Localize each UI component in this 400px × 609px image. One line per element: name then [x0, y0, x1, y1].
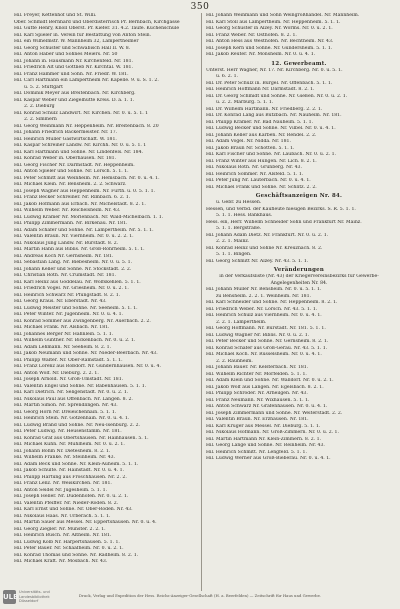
- text-line: Hil. Franz Winter aus Hungen. Nr. Lich. 8. 2. 1.: [206, 158, 317, 164]
- section-gewerbeamt-entries: [206, 68, 392, 192]
- text-line: Hil. Anton Schwarz Nr. Gräfenhausen. Nr. 0. u. 4. 1.: [206, 404, 328, 409]
- text-line: Hil. Franz Lorenz aus Roßdorf. Nr. Gundernhausen. Nr. 0. u. 4.: [14, 364, 161, 369]
- text-line: Hil. Dr. Peter Schulz in. Bürgel. Nr. Offenbach. 5. 1. 1.: [206, 80, 333, 86]
- text-line: u. 2. 2. Marburg. 5. 1. 1.: [216, 100, 274, 105]
- text-line: 2. 2. 1. Lampertheim.: [216, 319, 267, 325]
- text-line: Hil. Ludwig Becker und Söhne. Nr. Vilbel. Nr. 0. u. 4. 1.: [206, 126, 336, 131]
- text-line: Hil. Kaspar Weber und Ziegelhütte Kreis. D. a. 1. 1.: [14, 97, 135, 103]
- text-line: Hil. Adam Vogel. Nr. Nidda. Nr. 181.: [206, 139, 291, 144]
- text-line: Hil. Heinrich Schwarz Nr. Pfungstadt. 8. 2. 1.: [14, 292, 121, 298]
- text-line: Hil. Anton Spieler und Söhne. Nr. Lorsch. 5. 1. 1.: [14, 169, 129, 174]
- text-line: Hil. Karl Heinz aus Goddelau. Nr. Wolfskehlen. 5. 1. 1.: [14, 279, 141, 285]
- section-heading-gewerbeamt: 12. Gewerbeamt.: [271, 60, 327, 67]
- text-line: Hil. Nikolaus Hofmann. Nr. Groß-Zimmern. Nr. 0. u. 2. 1.: [206, 430, 339, 435]
- section-heading-veraenderungen: Veränderungen: [273, 267, 325, 273]
- text-line: Hess. ein, Herr. Wilhelm Schneider Sohn und Frankfurt Nr. Mainz.: [206, 219, 362, 225]
- text-line: Hil. Georg Weinmann Nr. Heppenheim. Nr. Breitenbach. 8. 20: [14, 123, 159, 129]
- text-line: Hil. Peter Schmitt aus Weinheim. Nr. Hemsbach. Nr. 0. u. 4. 1.: [14, 175, 160, 181]
- text-line: Hil. Ludwig Krämer Nr. Mörlenbach. Nr. Wald-Michelbach. 1. 1.: [14, 214, 164, 220]
- section-veraenderungen-entries: [206, 287, 392, 463]
- text-line: Hil. Peter Becker und Söhne. Nr. Gernsheim. 8. 2. 1.: [206, 339, 329, 344]
- text-line: Hil. Joseph Heller. Nr. Dudenhofen. Nr. 0. u. 2. 1.: [14, 494, 129, 499]
- text-line: Hil. Georg Ziegler. Nr. Münster. 2. 2. 1.: [14, 526, 106, 532]
- text-line: Hil. Joseph Zimmermann und Söhne. Nr. Weiterstadt. 2. 2.: [206, 410, 343, 416]
- text-line: Hil. Karl Dietrich. Nr. Seligenstadt. Nr. 0. u. 2. 1.: [14, 390, 129, 395]
- text-line: Hil. Johann Friedrich Bäckermeister. Nr. 17.: [14, 130, 118, 135]
- text-line: Hil. Valentin Engel und Söhne. Nr. Babenhausen. 5. 1. 1.: [14, 383, 147, 389]
- text-line: Hil. Martin Hartmann Nr. Klein-Zimmern. 8. 2. 1.: [206, 436, 321, 442]
- text-line: Hil. Friedrich Weber. Nr. Lorsch. Nr. 43. 5. 1. 1.: [206, 306, 318, 312]
- text-line: Hil. Karl Spieler in. Verein für Bestattung von Anton Stein.: [14, 32, 152, 38]
- text-line: Hil. Dr. Georg Schmidt und Söhne. Nr. Gießen. Nr. 0. u. 2. 1.: [206, 93, 348, 99]
- text-line: Hil. Jakob Neumann und Söhne. Nr. Nieder-Beerbach. Nr. 43.: [14, 351, 158, 356]
- text-line: Hil. Karl Hartmann und Söhne. Nr. Lindenfels. Nr. 184.: [14, 149, 143, 155]
- text-line: Hil. Peter Winter. Nr. Jugenheim. Nr. 0. u. 4. 1.: [14, 312, 123, 317]
- text-line: Hil. Jakob Wolf aus Langen. Nr. Egelsbach. 8. 2. 1.: [206, 384, 324, 390]
- library-logo-line2: Landesbibliothek Düsseldorf: [19, 594, 50, 604]
- library-logo: [3, 586, 65, 608]
- library-logo-text: [19, 590, 65, 604]
- text-line: Hil. Johann Keller und Söhne. Nr. Stockstadt. 2. 2.: [14, 266, 132, 272]
- right-column-top-entries: [206, 13, 392, 59]
- text-line: Hil. Franz Hammer und Sohn. Nr. Friedr. W. 181.: [14, 71, 129, 77]
- text-line: Hil. Adam Beck und Söhne. Nr. Klein-Auheim. 5. 1. 1.: [14, 461, 139, 467]
- text-line: Hil. Karl Fischer und Söhne. Nr. Laubach. Nr. 0. u. 2. 1.: [206, 152, 336, 157]
- library-logo-line1: Universitäts- und: [19, 590, 50, 595]
- text-line: Hil. Dr. Konrad Lang aus Butzbach. Nr. Nauheim. Nr. 181.: [206, 113, 342, 118]
- text-line: Hil. Gutte Henry, Knoll Oberst. Pr. Kiefer. 31. 4.2. Taufe. Kuchenschule: [14, 26, 180, 31]
- text-line: Hil. Peter Ludwig. Nr. Heusenstamm. Nr. 181.: [14, 429, 122, 434]
- section-subheading-veraenderungen: in der Verkaufsliste (Nr. 43) der Kriegervereinsbezirks für Gewerbe-Angelegenheiten Nr. 84.: [219, 274, 379, 286]
- text-line: Hil. Michael Klein. Nr. Bensheim. 2. 2. Schwarz.: [14, 182, 127, 187]
- text-line: Hil. Ludwig Meister und Söhne. Nr. Seeheim. 5. 1. 1.: [14, 305, 138, 311]
- text-line: Hil. Franz Weber. Nr. Osthofen. 8. 2. 1.: [206, 32, 297, 38]
- text-line: Hil. Karl Ernst und Söhne. Nr. Ober-Roden. Nr. 43.: [14, 507, 133, 512]
- text-line: u. 5. 2. Stuttgart: [24, 84, 63, 90]
- text-line: Hil. Jakob Reuter. Nr. Monsheim. Nr. 0. u. 4. 1.: [206, 52, 316, 57]
- right-column: [206, 13, 392, 593]
- text-line: Hil. Ludwig Wagner Nr. Biblis. Nr. 0. u. 2. 1.: [206, 332, 310, 338]
- text-line: Hil. Christian Roth. Nr. Crumstadt. Nr. 181.: [14, 273, 116, 278]
- text-line: Hil. Martin Sauer aus Messel. Nr. Eppertshausen. Nr. 0. u. 4.: [14, 520, 157, 525]
- text-line: Hil. Philipp Zimmermann. Nr. Birkenau. Nr. 181.: [14, 221, 128, 226]
- text-line: Hil. Philipp Hartung aus Froschhausen. Nr. 2. 2.: [14, 474, 127, 480]
- text-line: Hil. Ludwig Kolb Nr. Harpertshausen. 5. 1. 1.: [14, 539, 120, 545]
- text-line: 5. 1. 1. Hess. Bankhaus.: [216, 213, 273, 218]
- text-line: Hil. Dominik Meyer aus Breitenbach. Nr. Kirchberg.: [14, 91, 136, 96]
- text-line: Hil. Carl Hartmann ein Lampertheim Nr. Kapelle. 9. u. S. 1. 2.: [14, 78, 159, 83]
- text-line: Hil. Michael Kraft. Nr. Mosbach. Nr. 43.: [14, 559, 108, 564]
- library-logo-icon: ULB: [3, 590, 16, 604]
- text-line: Hil. Nikolaus Roth. Nr. Grünberg. Nr. 43.: [206, 165, 302, 170]
- text-line: Hil. Nikolaus Jung Landw. Nr. Bürstadt. 8. 2.: [14, 240, 119, 246]
- text-line: Hil. Wilhelm Weber. Nr. Reichelsheim. Nr. 43.: [14, 208, 121, 213]
- text-line: Hil. Johann Keller aus Karben. Nr. Rendel. 2. 2.: [206, 132, 317, 138]
- text-line: Hil. Jakob Schulte. Nr. Hainstadt. Nr. 0. u. 4. 1.: [14, 468, 125, 473]
- text-line: Hil. Nikolaus Paul aus Offenbach. Nr. Langen. 8. 2.: [14, 396, 133, 402]
- page-footer: Druck, Verlag und Expedition der Hess. Reichs-Anzeiger-Gesellschaft (H. a. Beerfelden) — Zeitschrift für Haus und Gewerbe.: [78, 593, 322, 598]
- text-line: Hil. Johann Weinmann und Sohn Weingroßhandel. Nr. Mannheim.: [206, 13, 360, 18]
- text-line: Hil. Konrad Schäfer aus Groß-Gerau. Nr. 43. 5. 1. 1.: [206, 345, 328, 351]
- text-line: Hil. Georg Kraus. Nr. Eberstadt. Nr. 43.: [14, 299, 107, 304]
- text-line: Hil. Joseph Wagner aus Heppenheim. Nr. Fürth. u. 0. 5. 1. 1.: [14, 188, 155, 194]
- text-line: Hil. Philipp Krämer. Nr. Bad Nauheim. 5. 1. 1.: [206, 119, 314, 125]
- text-line: Hil. Georg Schuster und Schwäbisch Hall II. W. 8.: [14, 45, 131, 51]
- text-line: Hil. Sebastian Lang. Nr. Biebesheim. Nr. 0. u. 5. 1.: [14, 260, 133, 265]
- column-divider: [201, 13, 202, 591]
- text-line: Hil. Karl Schneider und Söhne. Nr. Heppenheim. 8. 2. 1.: [206, 300, 338, 305]
- text-line: Hil. Adam Schäfer und Söhne. Nr. Lampertheim. Nr. 5. 1. 1.: [14, 227, 154, 233]
- text-line: Hil. Adam Klein und Söhne. Nr. Walldorf. Nr. 0. u. 2. 1.: [206, 378, 334, 383]
- text-line: Ober. Schmidt Bernhard und Oberdisterrisch Pr. Bernbach, Kirchgasse: [14, 19, 180, 25]
- text-line: Hil. Wilhelm Richter Nr. Mörfelden. 5. 1. 1.: [206, 371, 307, 377]
- text-line: Hil. Michael Frank. Nr. Alsbach. Nr. 181.: [14, 325, 110, 330]
- text-line: Hil. Heinrich Müller Gastwirtschaft. W. 181.: [14, 136, 117, 142]
- page-number: 350: [190, 2, 210, 12]
- section-heading-geschaeftsanzeigen: Geschäftsanzeigen Nr. 84.: [255, 193, 343, 199]
- text-line: Hil. Wilhelm Franke. Nr. Steinheim. Nr. 43.: [14, 455, 116, 460]
- text-line: Hil. Valentin Braun. Nr. Erzhausen. Nr. 181.: [206, 417, 309, 422]
- text-line: Hil. Martin Simon. Nr. Sprendlingen. Nr. 43.: [14, 403, 118, 408]
- text-line: Hil. Georg Fischer Nr. Darmstadt. Nr. Heppenheim.: [14, 162, 135, 168]
- text-line: Hil. Peter Bauer. Nr. Schaafheim. Nr. 0. u. 2. 1.: [14, 546, 124, 551]
- text-line: Hil. Konrad Thomas und Söhne. Nr. Radheim. 8. 2. 1.: [14, 552, 139, 558]
- text-line: Hil. Karl Krüger aus Messel. Nr. Dieburg. 5. 1. 1.: [206, 423, 321, 429]
- text-line: Hil. Philipp Schröder. Nr. Arheilgen. Nr. 43.: [206, 391, 308, 396]
- text-line: Hil. Heinrich Stein. Nr. Götzenhain. Nr. 0. u. 4. 1.: [14, 416, 130, 421]
- text-line: 2. 2. 1. Mainz.: [216, 239, 250, 244]
- text-line: Hil. Johann in. Hausmann Nr. Kirchenfeld. Nr. 181.: [14, 58, 133, 64]
- text-line: Hil. Heinrich Hoffmann Nr. Darmstadt. 8. 2. 1.: [206, 87, 315, 92]
- text-line: Hil. Johann Müller Nr. Bensheim. Nr. 0. u. 5. 1. 1.: [206, 287, 322, 292]
- text-line: Hil. Konrad Graf aus Obertshausen. Nr. Hainhausen. 5. 1.: [14, 435, 149, 441]
- text-line: Hil. Jakob Braun Nr. Schotten. 5. 1. 1.: [206, 145, 295, 151]
- text-line: Hil. Franz Lenz. Nr. Weiskirchen. Nr. 181.: [14, 481, 112, 486]
- text-line: Hil. ein Wilhelmstr. W. Mannheim 32, Lampertheimer: [14, 39, 139, 44]
- text-line: Hil. Joseph Arnold. Nr. Groß-Umstadt. Nr. 181.: [14, 377, 124, 382]
- text-line: Hil. Karl Stoll aus Lampertheim. Nr. Heppenheim. 5. 1. 1.: [206, 19, 341, 25]
- text-line: zu Bensheim. 2. 2. 1. Weinheim. Nr. 181.: [216, 293, 311, 299]
- text-line: Hil. Joseph Kern und Söhne. Nr. Gundersheim. 5. 1. 1.: [206, 45, 333, 51]
- section-geschaeftsanzeigen-entries: [206, 200, 392, 265]
- text-line: Unterst. Herr Wagner, Nr. 17. Nr. Kirchberg. Nr. 0. u. 5. 1.: [206, 67, 343, 73]
- text-line: Hil. Franz Becker Schreiner. Nr. Rimbach. 6. 2. 1.: [14, 195, 131, 200]
- text-line: Hil. Anton Wolf. Nr. Dieburg. 2. 2. 1.: [14, 370, 99, 376]
- text-line: Hil. Konrad Heinz und Söhne Nr. Kreuznach. 8. 2.: [206, 245, 323, 251]
- text-line: Hil. Dr. Wilhelm Hartmann. Nr. Friedberg. 2. 2. 1.: [206, 106, 323, 112]
- text-line: Hil. Georg Horn Nr. Dreieichenhain. 5. 1. 1.: [14, 409, 117, 415]
- text-line: Hil. Philipp Walter. Nr. Ober-Ramstadt. 5. 1. 1.: [14, 357, 123, 363]
- text-line: Hil. Freyer, Kettenhof und St. Willi.: [14, 13, 97, 18]
- text-line: Hil. Heinrich Sommer. Nr. Alsfeld. 5. 1. 1.: [206, 171, 304, 177]
- text-line: Hil. Valentin Pfeiffer. Nr. Nieder-Roden. 8. 2.: [14, 500, 119, 506]
- text-line: Hil. Anton Hess aus Westhofen. Nr. Bechtheim. Nr. 43.: [206, 39, 334, 44]
- text-line: Hil. Jakob Hofmann aus Erbach. Nr. Michelstadt. 8. 2. 1.: [14, 201, 146, 207]
- text-line: Hil. Konrad Schulz Landwirt. Nr. Kirchen. Nr. 0. u. 5. 1. 1: [14, 110, 149, 116]
- text-line: Hessen, und Verbd. der Kaufleute hiesigen Bezirks. S. R. 5. 1. 1.: [206, 206, 356, 212]
- text-line: Hil. Heinrich Busch. Nr. Altheim. Nr. 181.: [14, 533, 112, 538]
- text-line: Hil. Kaspar Schreiner Landw. Nr. Kirchh. Nr. 0. u. 5. 1. 1: [14, 143, 147, 148]
- text-line: 2. 2. Simmern: [24, 117, 57, 122]
- text-line: u. 6. 2. 1.: [216, 74, 238, 79]
- text-line: Hil. Konrad Sommer aus Zwingenberg. Nr. Auerbach. 2. 2.: [14, 318, 151, 324]
- text-line: Hil. Andreas Koch Nr. Gernsheim. Nr. 181.: [14, 253, 114, 259]
- text-line: Hil. Georg Schmitt Nr. Alzey. Nr. 43. 5. 1. 1.: [206, 258, 309, 264]
- text-line: Hil. Friedrich Vogel. Nr. Griesheim. Nr. 0. u. 2. 1.: [14, 286, 129, 291]
- left-column: [14, 13, 200, 593]
- text-line: Hil. Johann Böhm Nr. Dietesheim. 8. 2. 1.: [14, 448, 111, 454]
- text-line: u. Gebr. zu Hessen.: [216, 200, 262, 205]
- text-line: Hil. Georg Lange und Söhne. Nr. Reinheim. Nr. 43.: [206, 443, 325, 448]
- text-line: Hil. Konrad Weber in. Oberhausen. Nr. 181.: [14, 156, 117, 161]
- text-line: Hil. Valentin Braun. Nr. Viernheim. Nr. 0. u. 2. 2. 1.: [14, 234, 134, 239]
- text-line: Hil. Wilhelm Günther. Nr. Bickenbach. Nr. 0. u. 2. 1.: [14, 338, 136, 343]
- text-line: Hil. Martin Hahn aus Biblis. Nr. Groß-Rohrheim. 5. 1. 1.: [14, 247, 145, 252]
- text-line: Hil. Johannes Berger Nr. Hähnlein. 5. 1. 1.: [14, 331, 114, 337]
- text-line: Hil. Nikolaus Haas. Nr. Urberach. 5. 1. 1.: [14, 513, 111, 519]
- text-line: Hil. Anton Haber und Sohnes Meiers. Nr. 50: [14, 52, 118, 57]
- text-line: Hil. Georg Hoffmann. Nr. Bürstadt. Nr. 181. 5. 1. 1.: [206, 326, 326, 331]
- text-line: Hil. Peter Jung Nr. Lauterbach. Nr. 0. u. 4. 1.: [206, 178, 311, 183]
- text-line: Hil. Michael Kuhn. Nr. Mühlheim. Nr. 0. u. 2. 1.: [14, 442, 125, 447]
- text-line: Hil. Friedrich Alt und Gottlieb Nr. Kirchtal. W. 181.: [14, 65, 133, 70]
- text-line: Hil. Heinrich Schmitt. Nr. Lengfeld. 5. 1. 1.: [206, 449, 307, 455]
- text-line: Hil. Michael Frank und Söhne. Nr. Schlitz. 2. 2.: [206, 184, 317, 190]
- text-line: Hil. Franz Neumann. Nr. Wixhausen. 5. 1. 1.: [206, 397, 310, 403]
- text-line: Hil. Adam Lehmann. Nr. Seeheim. 8. 2. 1.: [14, 344, 112, 350]
- text-line: Hil. Johann Bauer. Nr. Kelsterbach. Nr. 181.: [206, 365, 309, 370]
- text-line: Hil. Ludwig Brand und Söhne. Nr. Neu-Isenburg. 2. 2.: [14, 422, 140, 428]
- text-line: 2. 2. Raunheim.: [216, 358, 253, 364]
- text-line: Hil. Anton Seidel Nr. Jügesheim. 5. 1. 1.: [14, 487, 108, 493]
- text-line: 2. 2. Dieburg: [24, 104, 55, 109]
- text-line: 5. 1. 1. Bergstraße.: [216, 226, 262, 231]
- text-line: Hil. Michael Koch. Nr. Rüsselsheim. Nr. 0. u. 4. 1.: [206, 352, 322, 357]
- text-line: 5. 1. 1. Bingen.: [216, 252, 252, 257]
- text-line: Hil. Johann Adam Dietz. Nr. Frankfurt. Nr. 0. u. 2. 1.: [206, 232, 329, 238]
- text-line: Hil. Georg Schuster in Alzey. Nr. Worms. Nr. 0. u. 2. 1.: [206, 26, 333, 31]
- text-line: Hil. Ludwig Werner aus Groß-Bieberau. Nr. 0. u. 4. 1.: [206, 456, 331, 461]
- text-line: Hil. Heinrich Schulz aus Viernheim. Nr. 0. u. 4. 1.: [206, 313, 322, 318]
